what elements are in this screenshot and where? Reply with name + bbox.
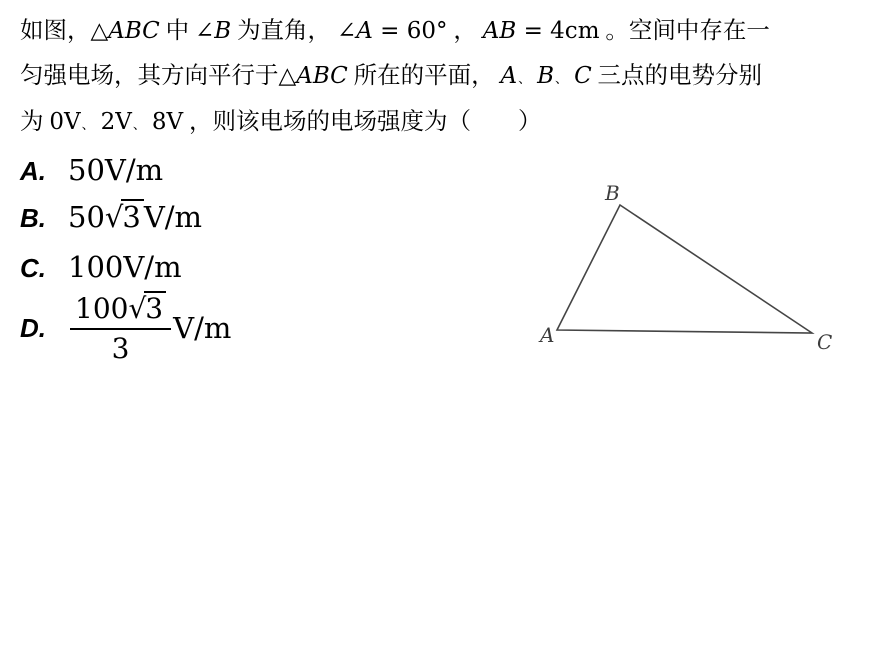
- option-a-value: 50V/m: [68, 153, 164, 187]
- radicand: 3: [144, 291, 166, 323]
- radicand: 3: [121, 199, 143, 232]
- list-separator: 、: [555, 72, 569, 87]
- vertex-label-b: B: [605, 181, 620, 205]
- vertex-label-c: C: [817, 330, 833, 354]
- math-text: 0V: [49, 109, 81, 135]
- text-segment: 所在的平面，: [347, 63, 501, 89]
- option-d: [20, 292, 231, 364]
- text-segment: 为: [20, 109, 50, 135]
- math-text: A: [500, 63, 518, 89]
- vertex-label-a: A: [540, 323, 555, 347]
- text-segment: 匀强电场，其方向平行于: [20, 63, 279, 89]
- option-c-label: C.: [20, 253, 46, 283]
- math-text: AB: [482, 18, 517, 44]
- triangle-symbol: △: [278, 63, 297, 89]
- text-segment: 如图，: [20, 18, 91, 44]
- text-segment: 。空间中存在一: [599, 18, 770, 44]
- option-b: [20, 199, 202, 241]
- option-c-value: 100V/m: [68, 250, 182, 284]
- problem-line-2: [20, 55, 868, 101]
- option-d-label: D.: [20, 312, 46, 343]
- text-segment: 三点的电势分别: [591, 63, 763, 89]
- math-text: B: [537, 63, 555, 89]
- math-text: C: [574, 63, 592, 89]
- problem-line-1: [20, 10, 868, 55]
- text-segment: 为直角，: [231, 18, 337, 44]
- fraction-denominator: 3: [111, 332, 130, 365]
- text-segment: ，则该电场的电场强度为（ ）: [183, 109, 542, 135]
- math-text: ABC: [296, 63, 348, 89]
- radical-sign-icon: √: [104, 200, 124, 234]
- text-segment: 中: [159, 18, 195, 44]
- option-a-label: A.: [20, 156, 46, 186]
- math-text: 8V: [151, 109, 184, 135]
- math-text: B: [214, 18, 232, 44]
- problem-statement: [20, 10, 868, 147]
- list-separator: 、: [81, 118, 95, 133]
- math-text: = 4cm: [516, 18, 600, 44]
- radical-sign-icon: √: [128, 292, 147, 325]
- math-text: = 60°: [372, 18, 448, 44]
- square-root: [104, 200, 144, 234]
- option-d-value-suffix: V/m: [173, 311, 232, 345]
- problem-line-3: [20, 101, 868, 147]
- triangle-shape: [557, 205, 812, 333]
- option-b-value-suffix: V/m: [143, 200, 203, 234]
- option-b-value-prefix: 50: [68, 200, 105, 234]
- list-separator: 、: [132, 118, 146, 133]
- numerator-value: 100: [75, 292, 129, 325]
- math-text: A: [356, 18, 373, 44]
- square-root: [128, 292, 166, 325]
- angle-symbol: ∠: [195, 18, 215, 44]
- option-b-label: B.: [20, 203, 46, 233]
- angle-symbol: ∠: [336, 18, 357, 44]
- math-text: 2V: [100, 109, 132, 135]
- option-a: [20, 152, 163, 194]
- fraction: [70, 291, 171, 365]
- fraction-numerator: [70, 291, 171, 330]
- text-segment: ，: [447, 18, 483, 44]
- option-c: [20, 249, 182, 291]
- math-text: ABC: [108, 18, 160, 44]
- triangle-symbol: △: [90, 18, 109, 44]
- list-separator: 、: [518, 72, 532, 87]
- triangle-diagram: [528, 172, 858, 362]
